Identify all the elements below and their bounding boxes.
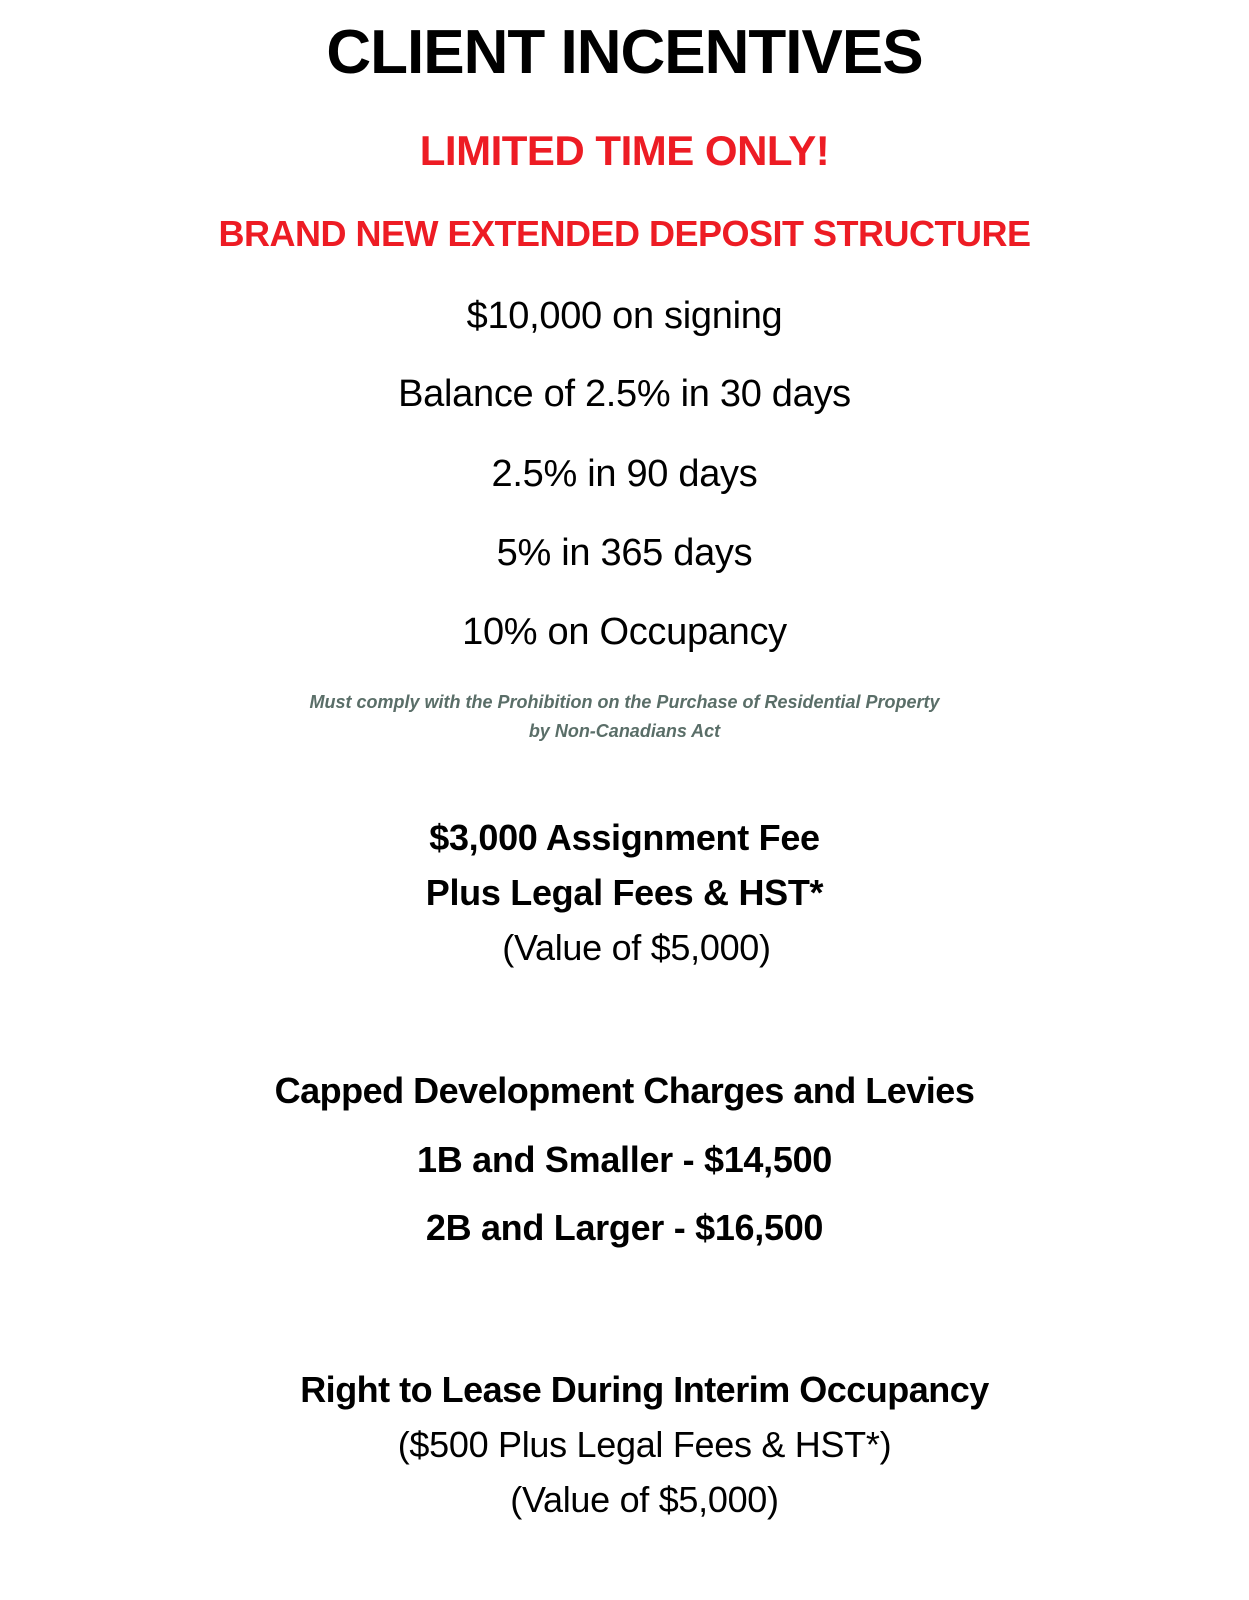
- assignment-fee-extras: Plus Legal Fees & HST*: [425, 872, 824, 913]
- page-title: CLIENT INCENTIVES: [326, 18, 923, 87]
- development-charge-item: 2B and Larger - $16,500: [425, 1207, 824, 1248]
- lease-fee: ($500 Plus Legal Fees & HST*): [397, 1424, 892, 1465]
- assignment-value: (Value of $5,000): [502, 927, 771, 968]
- assignment-fee: $3,000 Assignment Fee: [429, 817, 820, 858]
- deposit-item: 2.5% in 90 days: [491, 453, 758, 495]
- limited-time-banner: LIMITED TIME ONLY!: [419, 127, 830, 174]
- deposit-item: 10% on Occupancy: [462, 611, 787, 653]
- deposit-structure-heading: BRAND NEW EXTENDED DEPOSIT STRUCTURE: [218, 213, 1031, 254]
- lease-value: (Value of $5,000): [510, 1479, 779, 1520]
- deposit-item: 5% in 365 days: [496, 532, 753, 574]
- compliance-notice-line: by Non-Canadians Act: [528, 721, 721, 741]
- development-charges-heading: Capped Development Charges and Levies: [274, 1070, 975, 1111]
- compliance-notice-line: Must comply with the Prohibition on the Purchase of Residential Property: [309, 692, 940, 712]
- lease-heading: Right to Lease During Interim Occupancy: [300, 1369, 989, 1410]
- deposit-item: $10,000 on signing: [466, 295, 783, 337]
- deposit-item: Balance of 2.5% in 30 days: [398, 373, 851, 415]
- development-charge-item: 1B and Smaller - $14,500: [416, 1139, 833, 1180]
